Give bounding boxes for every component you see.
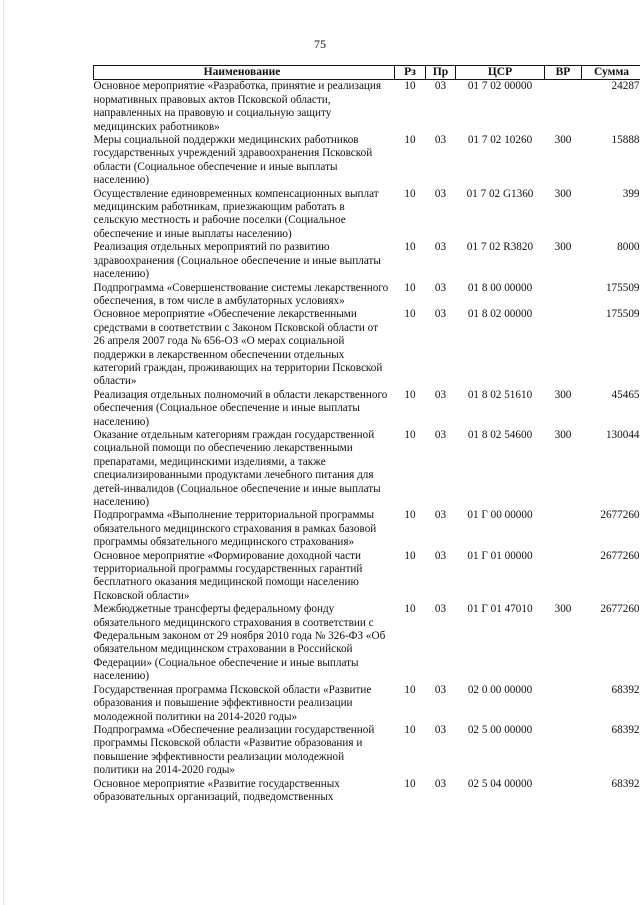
table-row bbox=[94, 429, 640, 509]
cell-pr: 03 bbox=[434, 187, 447, 200]
cell-csr: 01 7 02 10260 bbox=[467, 134, 533, 147]
cell-sum: 2677260 bbox=[600, 549, 640, 562]
cell-vr: 300 bbox=[554, 603, 572, 616]
cell-sum: 45465 bbox=[611, 388, 640, 401]
cell-name: Подпрограмма «Обеспечение реализации государственной программы Псковской области «Развитие образования и повышение эффективности реализации молодежной политики на 2014-2020 годы» bbox=[93, 723, 375, 777]
cell-pr: 03 bbox=[434, 603, 447, 616]
cell-rz: 10 bbox=[404, 388, 416, 401]
cell-csr: 02 0 00 00000 bbox=[467, 683, 533, 696]
scan-edge-line bbox=[3, 0, 4, 905]
cell-sum: 8000 bbox=[617, 241, 640, 254]
cell-csr: 01 8 02 54600 bbox=[467, 428, 533, 441]
cell-pr: 03 bbox=[434, 777, 447, 790]
header-pr: Пр bbox=[426, 66, 456, 80]
table-header-row bbox=[94, 66, 640, 80]
cell-vr: 300 bbox=[554, 134, 572, 147]
cell-sum: 68392 bbox=[611, 777, 640, 790]
cell-name: Основное мероприятие «Разработка, принятие и реализация нормативных правовых актов Псковской области, направленных на правовую и социальную защиту медицинских работников» bbox=[93, 80, 382, 133]
header-sum: Сумма bbox=[582, 66, 640, 80]
cell-pr: 03 bbox=[434, 281, 447, 294]
cell-vr: 300 bbox=[554, 428, 572, 441]
cell-pr: 03 bbox=[434, 241, 447, 254]
cell-csr: 01 8 00 00000 bbox=[467, 281, 533, 294]
cell-sum: 68392 bbox=[611, 723, 640, 736]
cell-name: Межбюджетные трансферты федеральному фонду обязательного медицинского страхования в соответствии с Федеральным законом от 29 ноября 2010 года № 326-ФЗ «Об обязательном медицинском страховании в Российской Федерации» (Социальное обеспечение и иные выплаты населению) bbox=[93, 603, 386, 683]
cell-sum: 2677260 bbox=[600, 603, 640, 616]
cell-pr: 03 bbox=[434, 80, 447, 93]
cell-vr bbox=[545, 778, 582, 805]
cell-sum: 15888 bbox=[611, 134, 640, 147]
cell-name: Оказание отдельным категориям граждан государственной социальной помощи по обеспечению лекарственными препаратами, медицинскими изделиями, а также специализированными продуктами лечебного питания для детей-инвалидов (Социальное обеспечение и иные выплаты населению) bbox=[93, 428, 381, 508]
cell-csr: 01 7 02 R3820 bbox=[466, 241, 534, 254]
cell-name: Осуществление единовременных компенсационных выплат медицинским работникам, приезжающим работать в сельскую местность и рабочие поселки (Социальное обеспечение и иные выплаты населению) bbox=[93, 187, 379, 240]
cell-sum: 175509 bbox=[605, 281, 640, 294]
table-row bbox=[94, 308, 640, 388]
cell-pr: 03 bbox=[434, 308, 447, 321]
cell-vr bbox=[545, 724, 582, 778]
table-row bbox=[94, 550, 640, 604]
cell-name: Основное мероприятие «Формирование доходной части территориальной программы государственных гарантий бесплатного оказания медицинской помощи населению Псковской области» bbox=[93, 549, 363, 602]
cell-csr: 01 7 02 00000 bbox=[467, 80, 533, 93]
table-row bbox=[94, 134, 640, 188]
table-row bbox=[94, 282, 640, 309]
cell-name: Подпрограмма «Выполнение территориальной программы обязательного медицинского страхования в рамках базовой программы обязательного медицинского страхования» bbox=[93, 509, 377, 549]
cell-vr bbox=[545, 684, 582, 724]
header-csr: ЦСР bbox=[456, 66, 545, 80]
cell-vr bbox=[545, 282, 582, 309]
cell-rz: 10 bbox=[404, 134, 416, 147]
header-name: Наименование bbox=[94, 66, 395, 80]
cell-name: Основное мероприятие «Обеспечение лекарственными средствами в соответствии с Законом Псковской области от 26 апреля 2007 года № 656-ОЗ «О мерах социальной поддержки в лекарственном обеспечении отдельных категорий граждан, проживающих на территории Псковской области» bbox=[93, 308, 383, 388]
page-number: 75 bbox=[314, 37, 326, 51]
cell-name: Основное мероприятие «Развитие государственных образовательных организаций, подведомственных bbox=[93, 777, 340, 803]
cell-vr bbox=[545, 308, 582, 388]
cell-vr bbox=[545, 80, 582, 134]
table-row bbox=[94, 509, 640, 549]
table-row bbox=[94, 241, 640, 281]
cell-pr: 03 bbox=[434, 428, 447, 441]
cell-rz: 10 bbox=[404, 777, 416, 790]
cell-vr: 300 bbox=[554, 388, 572, 401]
cell-pr: 03 bbox=[434, 549, 447, 562]
cell-rz: 10 bbox=[404, 683, 416, 696]
cell-csr: 01 Г 00 00000 bbox=[467, 509, 533, 522]
cell-name: Государственная программа Псковской области «Развитие образования и повышение эффективности реализации молодежной политики на 2014-2020 годы» bbox=[93, 683, 372, 723]
cell-rz: 10 bbox=[404, 241, 416, 254]
cell-pr: 03 bbox=[434, 683, 447, 696]
cell-rz: 10 bbox=[404, 509, 416, 522]
cell-name: Реализация отдельных мероприятий по развитию здравоохранения (Социальное обеспечение и иные выплаты населению) bbox=[93, 241, 381, 281]
cell-pr: 03 bbox=[434, 388, 447, 401]
cell-vr bbox=[545, 509, 582, 549]
cell-vr: 300 bbox=[554, 241, 572, 254]
budget-table bbox=[93, 65, 640, 804]
cell-name: Реализация отдельных полномочий в области лекарственного обеспечения (Социальное обеспечение и иные выплаты населению) bbox=[93, 388, 388, 428]
cell-rz: 10 bbox=[404, 281, 416, 294]
table-body bbox=[94, 80, 640, 804]
cell-rz: 10 bbox=[404, 603, 416, 616]
cell-rz: 10 bbox=[404, 428, 416, 441]
cell-csr: 01 Г 01 47010 bbox=[467, 603, 533, 616]
cell-csr: 01 7 02 G1360 bbox=[466, 187, 534, 200]
cell-sum: 175509 bbox=[605, 308, 640, 321]
cell-rz: 10 bbox=[404, 308, 416, 321]
cell-csr: 01 Г 01 00000 bbox=[467, 549, 533, 562]
table-row bbox=[94, 684, 640, 724]
table-row bbox=[94, 389, 640, 429]
cell-pr: 03 bbox=[434, 509, 447, 522]
cell-vr bbox=[545, 550, 582, 604]
cell-sum: 2677260 bbox=[600, 509, 640, 522]
table-row bbox=[94, 80, 640, 134]
cell-csr: 02 5 00 00000 bbox=[467, 723, 533, 736]
table-row bbox=[94, 778, 640, 805]
cell-sum: 399 bbox=[622, 187, 640, 200]
cell-name: Меры социальной поддержки медицинских работников государственных учреждений здравоохранения Псковской области (Социальное обеспечение и иные выплаты населению) bbox=[93, 134, 373, 187]
cell-rz: 10 bbox=[404, 549, 416, 562]
table-row bbox=[94, 724, 640, 778]
table-row bbox=[94, 603, 640, 683]
cell-name: Подпрограмма «Совершенствование системы лекарственного обеспечения, в том числе в амбулаторных условиях» bbox=[93, 281, 389, 307]
cell-pr: 03 bbox=[434, 134, 447, 147]
cell-pr: 03 bbox=[434, 723, 447, 736]
cell-rz: 10 bbox=[404, 80, 416, 93]
cell-csr: 02 5 04 00000 bbox=[467, 777, 533, 790]
cell-vr: 300 bbox=[554, 187, 572, 200]
header-rz: Рз bbox=[395, 66, 426, 80]
header-vr: ВР bbox=[545, 66, 582, 80]
table-row bbox=[94, 188, 640, 242]
cell-csr: 01 8 02 00000 bbox=[467, 308, 533, 321]
cell-rz: 10 bbox=[404, 187, 416, 200]
cell-csr: 01 8 02 51610 bbox=[467, 388, 533, 401]
cell-sum: 130044 bbox=[605, 428, 640, 441]
cell-sum: 68392 bbox=[611, 683, 640, 696]
cell-rz: 10 bbox=[404, 723, 416, 736]
cell-sum: 24287 bbox=[611, 80, 640, 93]
